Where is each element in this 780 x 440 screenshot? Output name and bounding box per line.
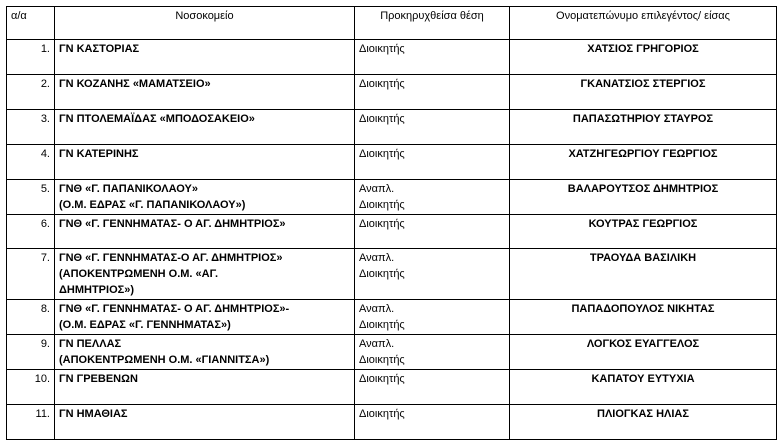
hospital-line: ΓΝ ΗΜΑΘΙΑΣ xyxy=(59,408,128,420)
row-number: 9. xyxy=(7,335,55,370)
row-number: 2. xyxy=(7,75,55,110)
hospital-cell xyxy=(55,215,355,249)
position-line: Διοικητής xyxy=(359,218,405,230)
table-row xyxy=(7,180,777,215)
position-line: Αναπλ. xyxy=(359,303,395,315)
appointee-name: ΤΡΑΟΥΔΑ ΒΑΣΙΛΙΚΗ xyxy=(510,249,777,300)
hospital-line: ΔΗΜΗΤΡΙΟΣ») xyxy=(59,284,135,296)
header-position: Προκηρυχθείσα θέση xyxy=(355,7,510,40)
hospital-line: ΓΝ ΚΟΖΑΝΗΣ «ΜΑΜΑΤΣΕΙΟ» xyxy=(59,78,211,90)
position-cell xyxy=(355,249,510,300)
hospital-line: (Ο.Μ. ΕΔΡΑΣ «Γ. ΠΑΠΑΝΙΚΟΛΑΟΥ») xyxy=(59,199,246,211)
hospital-cell xyxy=(55,110,355,145)
hospital-cell xyxy=(55,300,355,335)
position-line: Αναπλ. xyxy=(359,338,395,350)
hospital-line: ΓΝΘ «Γ. ΓΕΝΝΗΜΑΤΑΣ- Ο ΑΓ. ΔΗΜΗΤΡΙΟΣ»- xyxy=(59,303,290,315)
position-line: Διοικητής xyxy=(359,408,405,420)
position-line: Αναπλ. xyxy=(359,183,395,195)
position-cell xyxy=(355,300,510,335)
hospital-line: ΓΝ ΠΤΟΛΕΜΑΪΔΑΣ «ΜΠΟΔΟΣΑΚΕΙΟ» xyxy=(59,113,255,125)
appointee-name: ΧΑΤΣΙΟΣ ΓΡΗΓΟΡΙΟΣ xyxy=(510,40,777,75)
table-row xyxy=(7,110,777,145)
position-line: Διοικητής xyxy=(359,148,405,160)
hospital-line: (ΑΠΟΚΕΝΤΡΩΜΕΝΗ Ο.Μ. «ΓΙΑΝΝΙΤΣΑ») xyxy=(59,354,270,366)
table-row xyxy=(7,249,777,300)
hospital-cell xyxy=(55,335,355,370)
position-cell xyxy=(355,405,510,440)
row-number: 11. xyxy=(7,405,55,440)
position-cell xyxy=(355,40,510,75)
table-row xyxy=(7,300,777,335)
position-cell xyxy=(355,145,510,180)
appointee-name: ΛΟΓΚΟΣ ΕΥΑΓΓΕΛΟΣ xyxy=(510,335,777,370)
appointee-name: ΚΟΥΤΡΑΣ ΓΕΩΡΓΙΟΣ xyxy=(510,215,777,249)
position-line: Διοικητής xyxy=(359,199,405,211)
table-row xyxy=(7,370,777,405)
hospital-cell xyxy=(55,405,355,440)
position-line: Διοικητής xyxy=(359,354,405,366)
position-line: Αναπλ. xyxy=(359,252,395,264)
row-number: 8. xyxy=(7,300,55,335)
hospital-line: ΓΝΘ «Γ. ΓΕΝΝΗΜΑΤΑΣ-Ο ΑΓ. ΔΗΜΗΤΡΙΟΣ» xyxy=(59,252,283,264)
position-line: Διοικητής xyxy=(359,78,405,90)
hospital-cell xyxy=(55,40,355,75)
table-body xyxy=(7,40,777,440)
position-cell xyxy=(355,335,510,370)
hospital-cell xyxy=(55,145,355,180)
hospital-line: ΓΝ ΚΑΣΤΟΡΙΑΣ xyxy=(59,43,140,55)
position-cell xyxy=(355,370,510,405)
appointee-name: ΠΑΠΑΔΟΠΟΥΛΟΣ ΝΙΚΗΤΑΣ xyxy=(510,300,777,335)
hospital-cell xyxy=(55,370,355,405)
hospital-cell xyxy=(55,249,355,300)
hospital-line: ΓΝ ΠΕΛΛΑΣ xyxy=(59,338,122,350)
table-row xyxy=(7,40,777,75)
row-number: 3. xyxy=(7,110,55,145)
position-cell xyxy=(355,75,510,110)
position-cell xyxy=(355,180,510,215)
appointee-name: ΠΛΙΟΓΚΑΣ ΗΛΙΑΣ xyxy=(510,405,777,440)
row-number: 4. xyxy=(7,145,55,180)
header-number: α/α xyxy=(7,7,55,40)
hospital-line: ΓΝΘ «Γ. ΠΑΠΑΝΙΚΟΛΑΟΥ» xyxy=(59,183,198,195)
header-hospital: Νοσοκομείο xyxy=(55,7,355,40)
hospital-cell xyxy=(55,75,355,110)
position-line: Διοικητής xyxy=(359,43,405,55)
table-row xyxy=(7,75,777,110)
appointee-name: ΧΑΤΖΗΓΕΩΡΓΙΟΥ ΓΕΩΡΓΙΟΣ xyxy=(510,145,777,180)
row-number: 6. xyxy=(7,215,55,249)
table-row xyxy=(7,405,777,440)
row-number: 10. xyxy=(7,370,55,405)
appointee-name: ΠΑΠΑΣΩΤΗΡΙΟΥ ΣΤΑΥΡΟΣ xyxy=(510,110,777,145)
table-row xyxy=(7,215,777,249)
header-row xyxy=(7,7,777,40)
position-cell xyxy=(355,215,510,249)
position-line: Διοικητής xyxy=(359,268,405,280)
hospital-line: ΓΝ ΓΡΕΒΕΝΩΝ xyxy=(59,373,138,385)
appointee-name: ΚΑΠΑΤΟΥ ΕΥΤΥΧΙΑ xyxy=(510,370,777,405)
row-number: 5. xyxy=(7,180,55,215)
position-cell xyxy=(355,110,510,145)
position-line: Διοικητής xyxy=(359,113,405,125)
hospital-line: (ΑΠΟΚΕΝΤΡΩΜΕΝΗ Ο.Μ. «ΑΓ. xyxy=(59,268,219,280)
position-line: Διοικητής xyxy=(359,373,405,385)
hospital-line: (Ο.Μ. ΕΔΡΑΣ «Γ. ΓΕΝΝΗΜΑΤΑΣ») xyxy=(59,319,231,331)
appointments-table xyxy=(6,6,777,440)
hospital-line: ΓΝ ΚΑΤΕΡΙΝΗΣ xyxy=(59,148,139,160)
appointee-name: ΒΑΛΑΡΟΥΤΣΟΣ ΔΗΜΗΤΡΙΟΣ xyxy=(510,180,777,215)
table-row xyxy=(7,335,777,370)
row-number: 7. xyxy=(7,249,55,300)
row-number: 1. xyxy=(7,40,55,75)
position-line: Διοικητής xyxy=(359,319,405,331)
table-row xyxy=(7,145,777,180)
header-name: Ονοματεπώνυμο επιλεγέντος/ είσας xyxy=(510,7,777,40)
hospital-line: ΓΝΘ «Γ. ΓΕΝΝΗΜΑΤΑΣ- Ο ΑΓ. ΔΗΜΗΤΡΙΟΣ» xyxy=(59,218,286,230)
appointee-name: ΓΚΑΝΑΤΣΙΟΣ ΣΤΕΡΓΙΟΣ xyxy=(510,75,777,110)
hospital-cell xyxy=(55,180,355,215)
